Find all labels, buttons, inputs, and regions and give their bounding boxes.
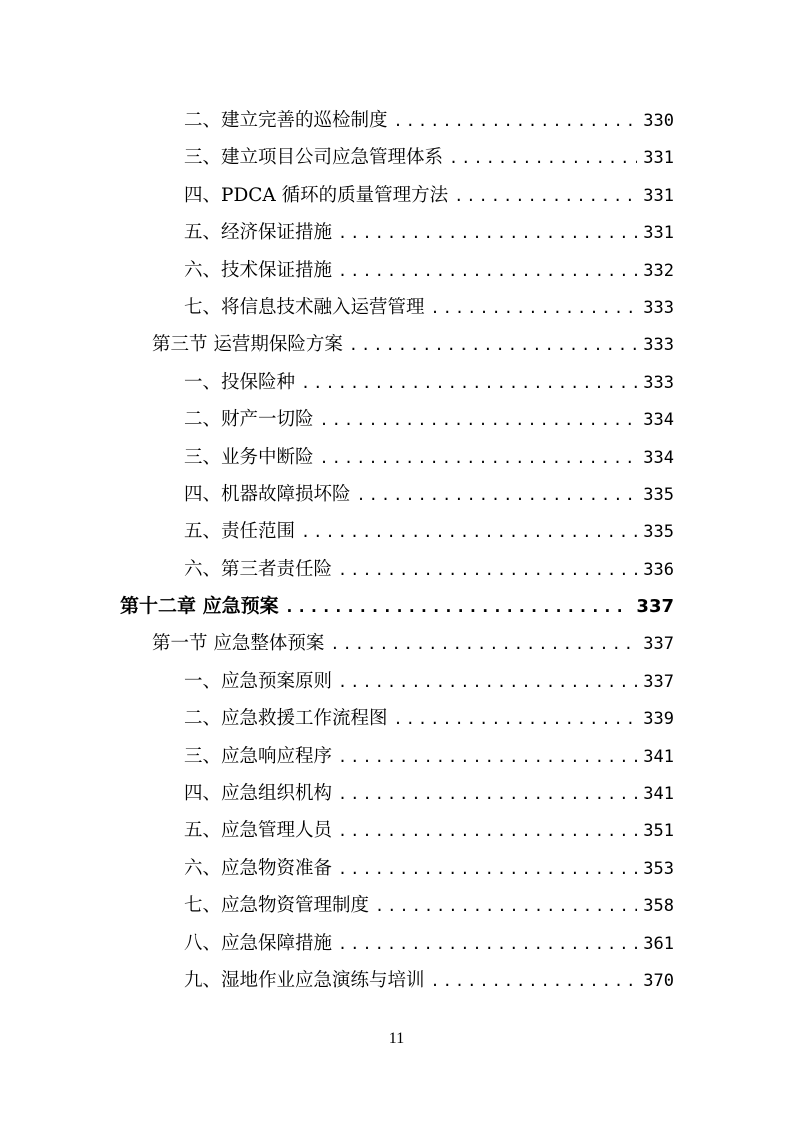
- toc-entry-page: 337: [636, 596, 674, 618]
- toc-entry-page: 331: [643, 148, 674, 169]
- toc-entry[interactable]: [120, 887, 674, 924]
- toc-entry-page: 341: [643, 784, 674, 805]
- toc-leader-dots: [338, 851, 637, 888]
- toc-entry[interactable]: [120, 177, 674, 214]
- toc-entry-page: 330: [643, 111, 674, 131]
- toc-entry[interactable]: [120, 588, 674, 625]
- toc-leader-dots: [357, 477, 638, 514]
- table-of-contents: [120, 102, 674, 999]
- toc-leader-dots: [394, 103, 638, 140]
- toc-entry-title: 一、应急预案原则: [184, 670, 333, 692]
- toc-leader-dots: [338, 215, 637, 252]
- toc-leader-dots: [394, 701, 638, 738]
- toc-entry-title: 七、将信息技术融入运营管理: [184, 296, 425, 318]
- toc-leader-dots: [320, 440, 638, 477]
- toc-leader-dots: [431, 290, 638, 327]
- toc-leader-dots: [320, 402, 638, 439]
- toc-entry[interactable]: [120, 439, 674, 476]
- toc-entry-page: 335: [643, 484, 674, 505]
- toc-leader-dots: [349, 327, 637, 364]
- toc-leader-dots: [375, 888, 637, 925]
- toc-entry[interactable]: [120, 476, 674, 513]
- toc-entry[interactable]: [120, 812, 674, 849]
- toc-leader-dots: [301, 365, 637, 402]
- toc-entry-page: 333: [643, 335, 674, 356]
- toc-entry[interactable]: [120, 139, 674, 176]
- toc-entry[interactable]: [120, 289, 674, 326]
- toc-entry-title: 二、建立完善的巡检制度: [184, 110, 388, 131]
- toc-entry-title: 三、应急响应程序: [184, 745, 333, 767]
- toc-entry-page: 331: [643, 223, 674, 244]
- toc-entry-page: 337: [643, 671, 674, 692]
- toc-entry-title: 五、责任范围: [184, 521, 296, 543]
- page-number: 11: [388, 1030, 405, 1047]
- toc-leader-dots: [431, 963, 638, 1000]
- toc-entry[interactable]: [120, 401, 674, 438]
- toc-leader-dots: [330, 626, 637, 663]
- toc-leader-dots: [285, 588, 631, 625]
- toc-entry-page: 370: [643, 970, 674, 991]
- toc-entry-title: 三、建立项目公司应急管理体系: [184, 147, 444, 169]
- toc-entry-title: 八、应急保障措施: [184, 932, 333, 954]
- toc-entry-title: 六、应急物资准备: [184, 857, 333, 879]
- toc-entry[interactable]: [120, 850, 674, 887]
- toc-entry-page: 332: [643, 260, 674, 281]
- toc-entry-page: 333: [643, 372, 674, 393]
- toc-entry-title: 六、第三者责任险: [184, 558, 333, 580]
- toc-entry-title: 第一节 应急整体预案: [152, 633, 325, 655]
- toc-entry-page: 361: [643, 933, 674, 954]
- toc-entry-title: 第十二章 应急预案: [120, 595, 279, 618]
- toc-entry-page: 339: [643, 709, 674, 730]
- toc-entry-title: 九、湿地作业应急演练与培训: [184, 969, 425, 991]
- toc-entry-title: 四、应急组织机构: [184, 783, 333, 805]
- toc-leader-dots: [338, 813, 637, 850]
- toc-entry[interactable]: [120, 700, 674, 737]
- toc-leader-dots: [338, 776, 637, 813]
- toc-entry-page: 353: [643, 858, 674, 879]
- toc-entry-title: 四、机器故障损坏险: [184, 483, 351, 505]
- toc-entry[interactable]: [120, 326, 674, 363]
- toc-entry-page: 358: [643, 896, 674, 917]
- toc-entry-title: 四、PDCA 循环的质量管理方法: [184, 184, 449, 206]
- toc-entry-title: 七、应急物资管理制度: [184, 895, 370, 917]
- toc-entry-title: 五、应急管理人员: [184, 820, 333, 842]
- toc-entry[interactable]: [120, 102, 674, 139]
- toc-leader-dots: [338, 664, 637, 701]
- toc-entry[interactable]: [120, 925, 674, 962]
- toc-entry-title: 第三节 运营期保险方案: [152, 334, 343, 356]
- toc-entry-title: 三、业务中断险: [184, 446, 314, 468]
- toc-entry-page: 337: [643, 634, 674, 655]
- toc-leader-dots: [449, 140, 637, 177]
- toc-entry[interactable]: [120, 214, 674, 251]
- toc-entry-page: 351: [643, 821, 674, 842]
- toc-entry-page: 334: [643, 447, 674, 468]
- toc-leader-dots: [301, 514, 637, 551]
- toc-entry[interactable]: [120, 962, 674, 999]
- toc-entry[interactable]: [120, 513, 674, 550]
- toc-leader-dots: [338, 253, 637, 290]
- toc-entry[interactable]: [120, 364, 674, 401]
- toc-entry-page: 331: [643, 185, 674, 206]
- toc-entry-page: 336: [643, 559, 674, 580]
- toc-entry-title: 五、经济保证措施: [184, 222, 333, 244]
- toc-leader-dots: [454, 178, 637, 215]
- toc-leader-dots: [338, 739, 637, 776]
- toc-entry-page: 335: [643, 522, 674, 543]
- toc-entry[interactable]: [120, 663, 674, 700]
- toc-entry[interactable]: [120, 252, 674, 289]
- toc-entry[interactable]: [120, 551, 674, 588]
- toc-leader-dots: [338, 552, 637, 589]
- toc-entry-title: 六、技术保证措施: [184, 259, 333, 281]
- toc-entry[interactable]: [120, 625, 674, 662]
- toc-entry[interactable]: [120, 775, 674, 812]
- toc-entry-title: 一、投保险种: [184, 371, 296, 393]
- toc-entry-page: 334: [643, 410, 674, 431]
- toc-entry-title: 二、财产一切险: [184, 409, 314, 431]
- toc-entry[interactable]: [120, 738, 674, 775]
- toc-entry-page: 341: [643, 746, 674, 767]
- toc-leader-dots: [338, 926, 637, 963]
- toc-entry-title: 二、应急救援工作流程图: [184, 708, 388, 730]
- toc-entry-page: 333: [643, 297, 674, 318]
